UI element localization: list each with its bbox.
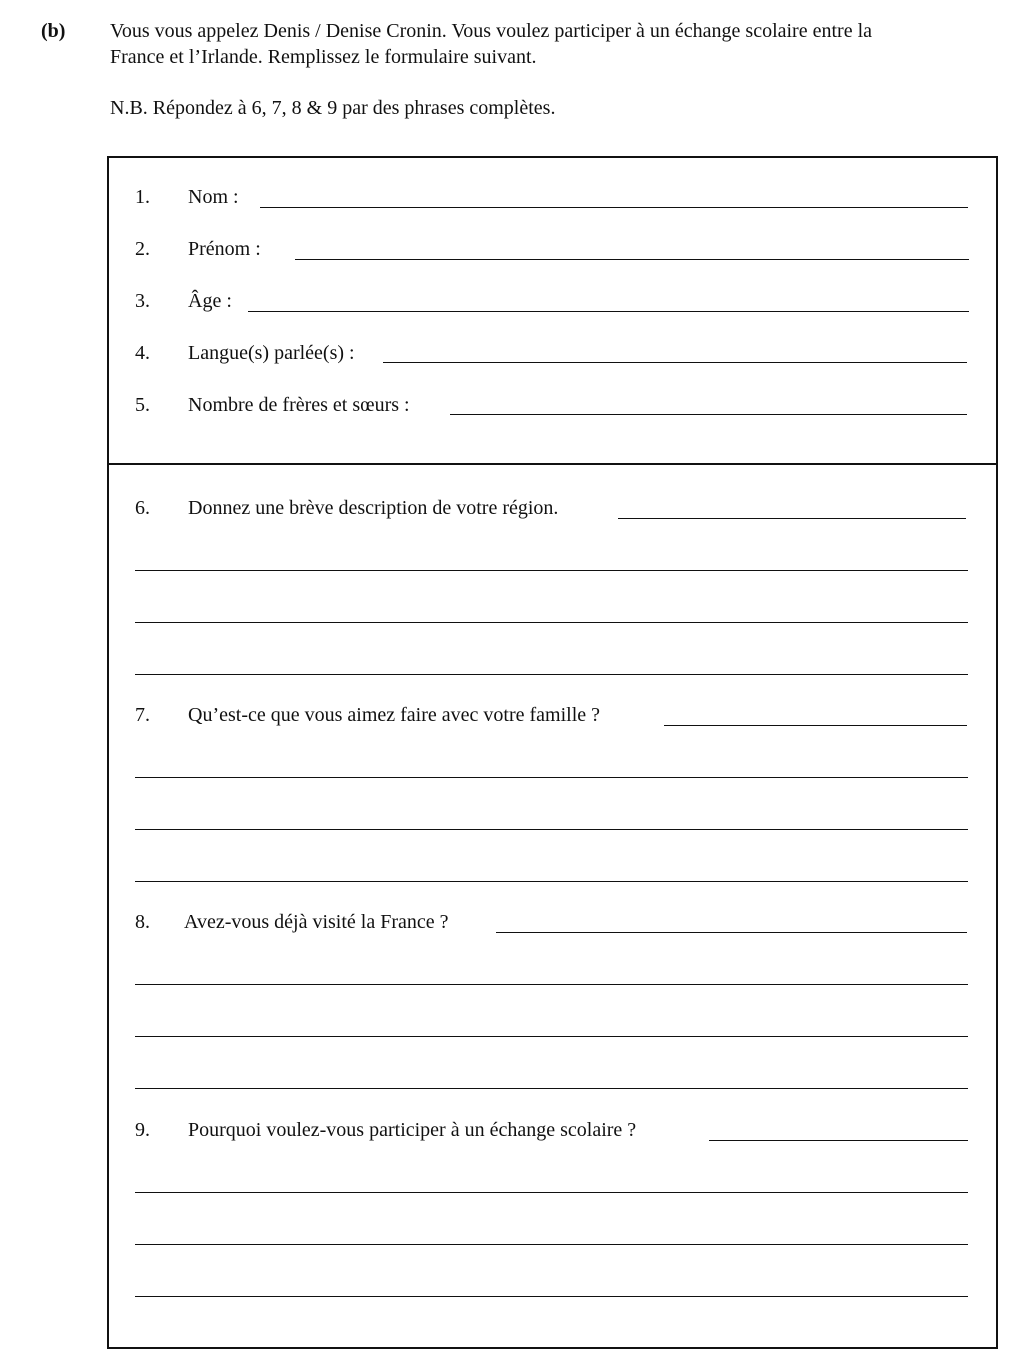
field-number-nom: 1. (135, 186, 150, 208)
field-label-prenom: Prénom : (188, 238, 261, 260)
field-number-freres-soeurs: 5. (135, 394, 150, 416)
question-9-answer-line[interactable] (135, 1244, 968, 1245)
field-label-freres-soeurs: Nombre de frères et sœurs : (188, 394, 410, 416)
prenom-answer-line[interactable] (295, 259, 969, 260)
question-8-answer-line[interactable] (135, 1036, 968, 1037)
question-7-answer-line[interactable] (135, 881, 968, 882)
nom-answer-line[interactable] (260, 207, 968, 208)
question-6-answer-line[interactable] (618, 518, 966, 519)
form-box (107, 156, 998, 1349)
field-label-age: Âge : (188, 290, 232, 312)
question-number-7: 7. (135, 704, 150, 726)
question-text-9: Pourquoi voulez-vous participer à un échange scolaire ? (188, 1119, 637, 1141)
field-label-nom: Nom : (188, 186, 239, 208)
question-6-answer-line[interactable] (135, 622, 968, 623)
question-9-answer-line[interactable] (709, 1140, 968, 1141)
question-6-answer-line[interactable] (135, 570, 968, 571)
form-divider (107, 463, 998, 465)
question-8-answer-line[interactable] (135, 1088, 968, 1089)
question-number-6: 6. (135, 497, 150, 519)
langues-answer-line[interactable] (383, 362, 967, 363)
age-answer-line[interactable] (248, 311, 969, 312)
intro-line-2: France et l’Irlande. Remplissez le formulaire suivant. (110, 46, 537, 68)
question-6-answer-line[interactable] (135, 674, 968, 675)
question-text-8: Avez-vous déjà visité la France ? (184, 911, 449, 933)
question-9-answer-line[interactable] (135, 1296, 968, 1297)
question-text-7: Qu’est-ce que vous aimez faire avec votre famille ? (188, 704, 601, 726)
field-number-prenom: 2. (135, 238, 150, 260)
question-number-9: 9. (135, 1119, 150, 1141)
field-label-langues: Langue(s) parlée(s) : (188, 342, 355, 364)
question-7-answer-line[interactable] (135, 829, 968, 830)
question-8-answer-line[interactable] (496, 932, 967, 933)
field-number-langues: 4. (135, 342, 150, 364)
question-9-answer-line[interactable] (135, 1192, 968, 1193)
question-number-8: 8. (135, 911, 150, 933)
question-7-answer-line[interactable] (135, 777, 968, 778)
freres-soeurs-answer-line[interactable] (450, 414, 967, 415)
instructions-note: N.B. Répondez à 6, 7, 8 & 9 par des phrases complètes. (110, 97, 556, 119)
intro-line-1: Vous vous appelez Denis / Denise Cronin. Vous voulez participer à un échange scolaire entre la (110, 20, 873, 42)
section-label: (b) (41, 20, 66, 42)
question-8-answer-line[interactable] (135, 984, 968, 985)
field-number-age: 3. (135, 290, 150, 312)
question-text-6: Donnez une brève description de votre région. (188, 497, 559, 519)
question-7-answer-line[interactable] (664, 725, 967, 726)
